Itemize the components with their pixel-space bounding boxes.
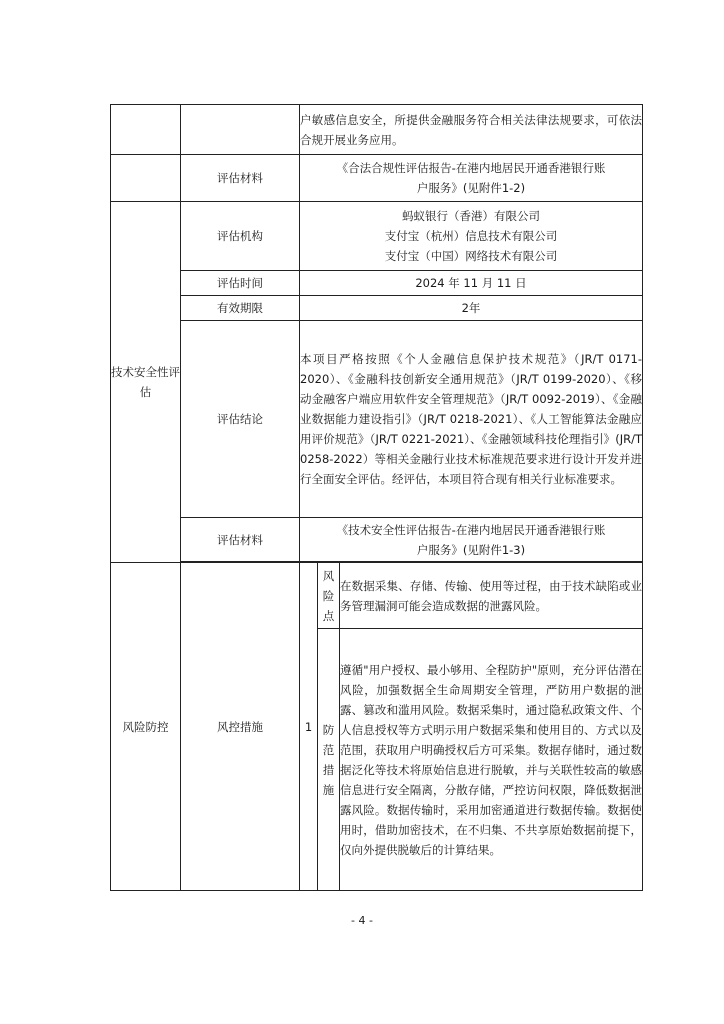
validity-label: 有效期限 <box>181 296 300 321</box>
risk-measure-label: 风控措施 <box>181 563 300 891</box>
conclusion-label: 评估结论 <box>181 321 300 518</box>
compliance-material-row <box>111 155 643 202</box>
tech-material-value <box>300 518 643 562</box>
compliance-section-cell-cont <box>111 155 181 202</box>
compliance-section-cell <box>111 105 181 155</box>
compliance-material-line2: 户服务》(见附件1-2) <box>416 181 526 195</box>
prevention-label: 防范措施 <box>318 629 340 891</box>
assess-org-2: 支付宝（杭州）信息技术有限公司 <box>384 229 558 243</box>
assess-org-3: 支付宝（中国）网络技术有限公司 <box>384 249 558 263</box>
page-number: - 4 - <box>351 914 373 927</box>
risk-point-row <box>111 563 643 629</box>
risk-point-text: 在数据采集、存储、传输、使用等过程，由于技术缺陷或业务管理漏洞可能会造成数据的泄露风险。 <box>340 563 643 629</box>
compliance-material-line1: 《合法合规性评估报告-在港内地居民开通香港银行账 <box>336 161 606 175</box>
tech-material-row <box>111 518 643 562</box>
assess-org-label: 评估机构 <box>181 202 300 271</box>
risk-section-label: 风险防控 <box>111 563 181 891</box>
compliance-continued-row <box>111 105 643 155</box>
assess-time-row <box>111 271 643 296</box>
assess-org-row <box>111 202 643 271</box>
risk-point-label: 风险点 <box>318 563 340 629</box>
risk-item-number: 1 <box>300 563 318 891</box>
conclusion-text: 本项目严格按照《个人金融信息保护技术规范》（JR/T 0171-2020）、《金融科技创新安全通用规范》（JR/T 0199-2020）、《移动金融客户端应用软件安全管理规范》（JR/T 0092-2019）、《金融业数据能力建设指引》（JR/T 0218-2021）、《人工智能算法金融应用评价规范》（JR/T 0221-2021）、《金融领域科技伦理指引》(JR/T 0258-2022）等相关金融行业技术标准规范要求进行设计开发并进行全面安全评估。经评估，本项目符合现有相关行业标准要求。 <box>300 321 643 518</box>
validity-value: 2年 <box>300 296 643 321</box>
compliance-material-label: 评估材料 <box>181 155 300 202</box>
compliance-sublabel-cell <box>181 105 300 155</box>
compliance-material-value <box>300 155 643 202</box>
prevention-text: 遵循"用户授权、最小够用、全程防护"原则，充分评估潜在风险，加强数据全生命周期安全管理，严防用户数据的泄露、篡改和滥用风险。数据采集时，通过隐私政策文件、个人信息授权等方式明示用户数据采集和使用目的、方式以及范围，获取用户明确授权后方可采集。数据存储时，通过数据泛化等技术将原始信息进行脱敏，并与关联性较高的敏感信息进行安全隔离，分散存储，严控访问权限，降低数据泄露风险。数据传输时，采用加密通道进行数据传输。数据使用时，借助加密技术，在不归集、不共享原始数据前提下，仅向外提供脱敏后的计算结果。 <box>340 629 643 891</box>
assessment-table <box>110 104 643 891</box>
conclusion-row <box>111 321 643 518</box>
tech-material-line1: 《技术安全性评估报告-在港内地居民开通香港银行账 <box>336 522 606 537</box>
assess-org-value <box>300 202 643 271</box>
assess-time-label: 评估时间 <box>181 271 300 296</box>
assess-org-1: 蚂蚁银行（香港）有限公司 <box>402 209 540 223</box>
validity-row <box>111 296 643 321</box>
compliance-continued-text: 户敏感信息安全，所提供金融服务符合相关法律法规要求，可依法合规开展业务应用。 <box>300 105 643 155</box>
tech-section-label: 技术安全性评估 <box>111 202 181 563</box>
assess-time-value: 2024 年 11 月 11 日 <box>300 271 643 296</box>
tech-material-label: 评估材料 <box>181 518 300 562</box>
tech-material-line2: 户服务》(见附件1-3) <box>416 542 526 557</box>
